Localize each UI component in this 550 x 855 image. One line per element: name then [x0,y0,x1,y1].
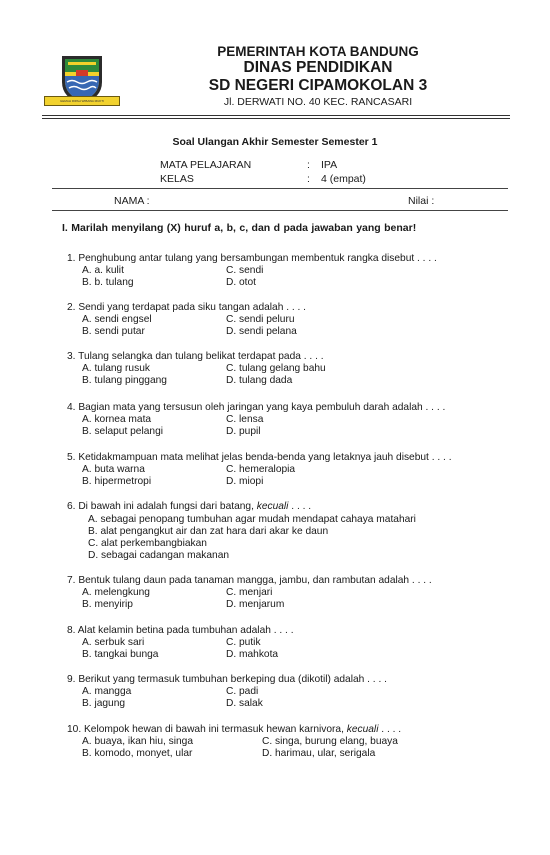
letterhead-address: Jl. DERWATI NO. 40 KEC. RANCASARI [223,96,413,108]
q3-option-b: B. tulang pinggang [82,375,167,386]
q10-option-a: A. buaya, ikan hiu, singa [82,736,194,747]
q4-option-d: D. pupil [226,426,261,437]
q3-option-d: D. tulang dada [226,375,293,386]
question-10-italic: kecuali [346,724,379,735]
subject-value: IPA [321,159,338,171]
q6-option-b: B. alat pengangkut air dan zat hara dari akar ke daun [88,526,329,537]
q6-option-d: D. sebagai cadangan makanan [88,550,230,561]
q9-option-c: C. padi [226,686,259,697]
q6-option-a: A. sebagai penopang tumbuhan agar mudah mendapat cahaya matahari [88,514,416,525]
letterhead-rule-thin [42,118,510,119]
q8-option-a: A. serbuk sari [82,637,145,648]
q5-option-d: D. miopi [226,476,264,487]
question-2: 2. Sendi yang terdapat pada siku tangan adalah . . . . [67,302,307,313]
subject-label: MATA PELAJARAN [160,159,252,171]
q3-option-a: A. tulang rusuk [82,363,150,374]
q5-option-c: C. hemeralopia [226,464,296,475]
q7-option-a: A. melengkung [82,587,150,598]
class-colon: : [307,173,310,185]
q10-option-b: B. komodo, monyet, ular [82,748,193,759]
student-name-label: NAMA : [114,195,150,207]
instruction: I. Marilah menyilang (X) huruf a, b, c, dan d pada jawaban yang benar! [62,222,417,234]
exam-title: Soal Ulangan Akhir Semester Semester 1 [172,136,378,148]
q10-option-c: C. singa, burung elang, buaya [262,736,398,747]
question-3: 3. Tulang selangka dan tulang belikat terdapat pada . . . . [67,351,324,362]
score-label: Nilai : [408,195,435,207]
q9-option-b: B. jagung [82,698,126,709]
question-10-text: 10. Kelompok hewan di bawah ini termasuk hewan karnivora, [67,724,347,735]
letterhead-department: DINAS PENDIDIKAN [243,59,393,76]
question-1: 1. Penghubung antar tulang yang bersambungan membentuk rangka disebut . . . . [67,253,437,264]
letterhead-government: PEMERINTAH KOTA BANDUNG [217,44,419,59]
q1-option-b: B. b. tulang [82,277,134,288]
name-box-bottom-line [52,210,508,211]
name-box-top-line [52,188,508,189]
q4-option-b: B. selaput pelangi [82,426,163,437]
q2-option-d: D. sendi pelana [226,326,297,337]
question-5: 5. Ketidakmampuan mata melihat jelas benda-benda yang letaknya jauh disebut . . . . [67,452,452,463]
logo-ribbon: GEMAH RIPAH WIBAWA MUKTI [44,96,120,106]
question-6 [67,501,311,513]
class-value: 4 (empat) [321,173,366,185]
question-6-italic: kecuali [256,501,289,512]
question-6-text: 6. Di bawah ini adalah fungsi dari batang, [67,501,257,512]
letterhead-rule-thick [42,115,510,116]
question-4: 4. Bagian mata yang tersusun oleh jaringan yang kaya pembuluh darah adalah . . . . [67,402,446,413]
q3-option-c: C. tulang gelang bahu [226,363,326,374]
q7-option-c: C. menjari [226,587,273,598]
subject-colon: : [307,159,310,171]
q6-option-c: C. alat perkembangbiakan [88,538,207,549]
q1-option-a: A. a. kulit [82,265,124,276]
class-label: KELAS [160,173,194,185]
q2-option-b: B. sendi putar [82,326,145,337]
q5-option-a: A. buta warna [82,464,145,475]
question-8: 8. Alat kelamin betina pada tumbuhan adalah . . . . [67,625,294,636]
q8-option-c: C. putik [226,637,261,648]
q9-option-a: A. mangga [82,686,132,697]
q1-option-d: D. otot [226,277,257,288]
q1-option-c: C. sendi [226,265,264,276]
question-10-dots: . . . . [378,724,402,735]
q7-option-b: B. menyirip [82,599,133,610]
q4-option-c: C. lensa [226,414,264,425]
q7-option-d: D. menjarum [226,599,285,610]
q2-option-a: A. sendi engsel [82,314,152,325]
q9-option-d: D. salak [226,698,263,709]
letterhead-school: SD NEGERI CIPAMOKOLAN 3 [208,77,428,94]
q2-option-c: C. sendi peluru [226,314,295,325]
q10-option-d: D. harimau, ular, serigala [262,748,376,759]
question-10 [67,724,401,736]
question-6-dots: . . . . [288,501,312,512]
q4-option-a: A. kornea mata [82,414,152,425]
q8-option-b: B. tangkai bunga [82,649,159,660]
q5-option-b: B. hipermetropi [82,476,152,487]
q8-option-d: D. mahkota [226,649,279,660]
question-9: 9. Berikut yang termasuk tumbuhan berkeping dua (dikotil) adalah . . . . [67,674,387,685]
question-7: 7. Bentuk tulang daun pada tanaman mangga, jambu, dan rambutan adalah . . . . [67,575,432,586]
